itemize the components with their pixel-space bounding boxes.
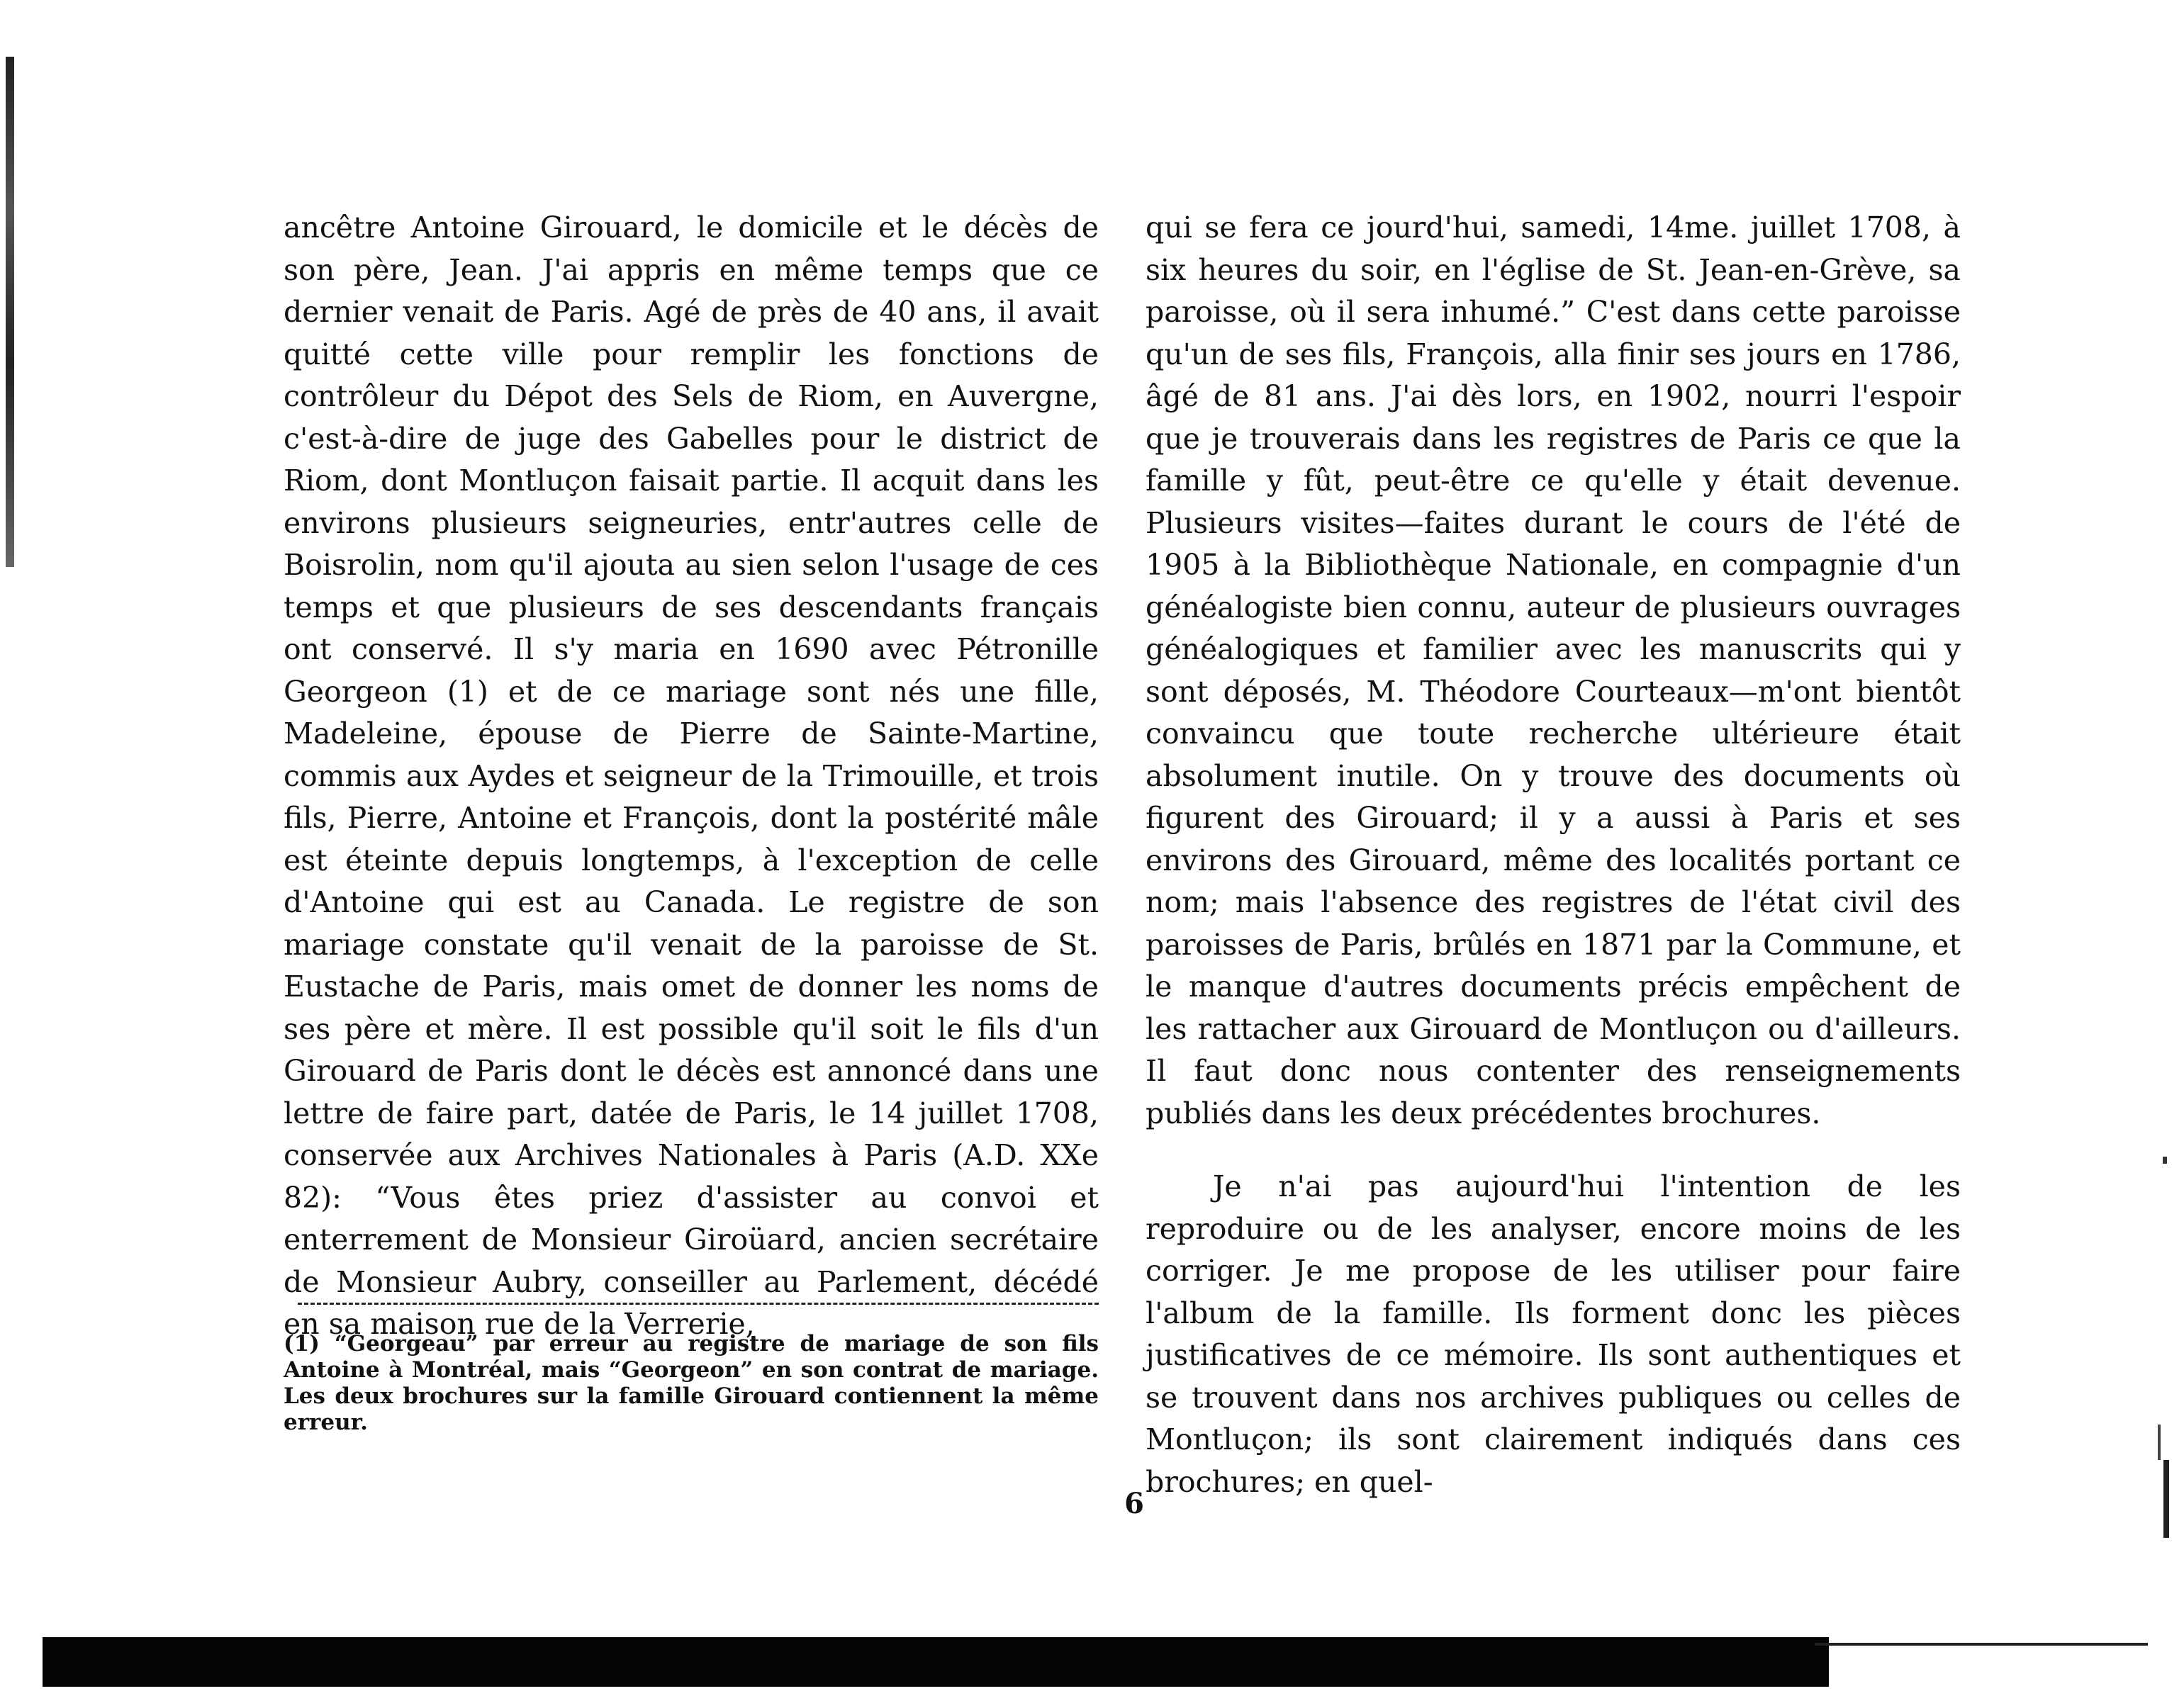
left-column (284, 207, 1099, 1346)
scan-edge-bottom-line (1815, 1643, 2148, 1646)
scan-dot-right (2163, 1157, 2167, 1164)
right-column (1146, 207, 1961, 1503)
footnote: (1) “Georgeau” par erreur au registre de mariage de son fils Antoine à Montréal, mais “Georgeon” en son contrat de mariage. Les deux brochures sur la famille Girouard contiennent la même erreur. (284, 1331, 1099, 1435)
scan-mark-right (2163, 1460, 2169, 1538)
page-number: 6 (1124, 1487, 1144, 1520)
scan-edge-bottom (43, 1637, 1829, 1687)
right-column-paragraph-2: Je n'ai pas aujourd'hui l'intention de les reproduire ou de les analyser, encore moins de les corriger. Je me propose de les utiliser pour faire l'album de la famille. Ils forment donc les pièces justificatives de ce mémoire. Ils sont authentiques et se trouvent dans nos archives publiques ou celles de Montluçon; ils sont clairement indiqués dans ces brochures; en quel- (1146, 1169, 1961, 1499)
left-column-paragraph: ancêtre Antoine Girouard, le domicile et le décès de son père, Jean. J'ai appris en même temps que ce dernier venait de Paris. Agé de près de 40 ans, il avait quitté cette ville pour remplir les fonctions de contrôleur du Dépot des Sels de Riom, en Auvergne, c'est-à-dire de juge des Gabelles pour le district de Riom, dont Montluçon faisait partie. Il acquit dans les environs plusieurs seigneuries, entr'autres celle de Boisrolin, nom qu'il ajouta au sien selon l'usage de ces temps et que plusieurs de ses descendants français ont conservé. Il s'y maria en 1690 avec Pétronille Georgeon (1) et de ce mariage sont nés une fille, Madeleine, épouse de Pierre de Sainte-Martine, commis aux Aydes et seigneur de la Trimouille, et trois fils, Pierre, Antoine et François, dont la postérité mâle est éteinte depuis longtemps, à l'exception de celle d'Antoine qui est au Canada. Le registre de son mariage constate qu'il venait de la paroisse de St. Eustache de Paris, mais omet de donner les noms de ses père et mère. Il est possible qu'il soit le fils d'un Girouard de Paris dont le décès est annoncé dans une lettre de faire part, datée de Paris, le 14 juillet 1708, conservée aux Archives Nationales à Paris (A.D. XXe 82): “Vous êtes priez d'assister au convoi et enterrement de Monsieur Giroüard, ancien secrétaire de Monsieur Aubry, conseiller au Parlement, décédé en sa maison rue de la Verrerie, (284, 210, 1099, 1341)
scan-mark-right-tick (2158, 1425, 2161, 1460)
footnote-separator (298, 1303, 1099, 1305)
right-column-paragraph-1: qui se fera ce jourd'hui, samedi, 14me. juillet 1708, à six heures du soir, en l'église de St. Jean-en-Grève, sa paroisse, où il sera inhumé.” C'est dans cette paroisse qu'un de ses fils, François, alla finir ses jours en 1786, âgé de 81 ans. J'ai dès lors, en 1902, nourri l'espoir que je trouverais dans les registres de Paris ce que la famille y fût, peut-être ce qu'elle y était devenue. Plusieurs visites—faites durant le cours de l'été de 1905 à la Bibliothèque Nationale, en compagnie d'un généalogiste bien connu, auteur de plusieurs ouvrages généalogiques et familier avec les manuscrits qui y sont déposés, M. Théodore Courteaux—m'ont bientôt convaincu que toute recherche ultérieure était absolument inutile. On y trouve des documents où figurent des Girouard; il y a aussi à Paris et ses environs des Girouard, même des localités portant ce nom; mais l'absence des registres de l'état civil des paroisses de Paris, brûlés en 1871 par la Commune, et le manque d'autres documents précis empêchent de les rattacher aux Girouard de Montluçon ou d'ailleurs. Il faut donc nous contenter des renseignements publiés dans les deux précédentes brochures. (1146, 210, 1961, 1130)
scan-edge-left (6, 57, 14, 567)
